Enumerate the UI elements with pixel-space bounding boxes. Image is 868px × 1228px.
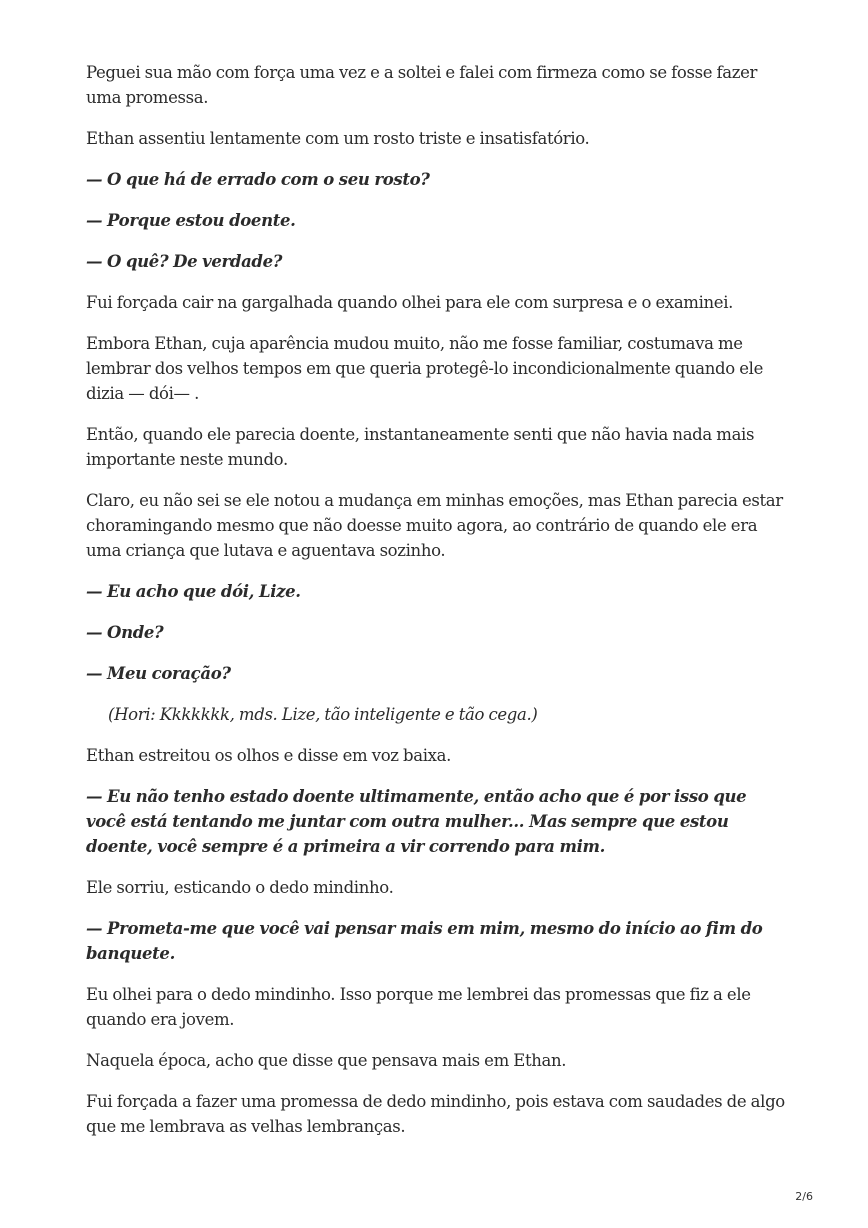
paragraph: Fui forçada cair na gargalhada quando olhei para ele com surpresa e o examinei. xyxy=(86,293,734,312)
paragraph: Embora Ethan, cuja aparência mudou muito, não me fosse familiar, costumava me lembrar dos velhos tempos em que queria protegê-lo incondicionalmente quando ele dizia — dói— . xyxy=(86,334,764,403)
dialog-line: — Eu acho que dói, Lize. xyxy=(86,582,301,601)
dialog-line: — Meu coração? xyxy=(86,664,231,683)
paragraph: Naquela época, acho que disse que pensava mais em Ethan. xyxy=(86,1051,567,1070)
dialog-line: — Eu não tenho estado doente ultimamente, então acho que é por isso que você está tentando me juntar com outra mulher... Mas sempre que estou doente, você sempre é a primeira a vir correndo para mim. xyxy=(86,787,747,856)
dialog-line: — Porque estou doente. xyxy=(86,211,296,230)
paragraph: Ethan estreitou os olhos e disse em voz baixa. xyxy=(86,746,451,765)
paragraph: Fui forçada a fazer uma promessa de dedo mindinho, pois estava com saudades de algo que me lembrava as velhas lembranças. xyxy=(86,1092,785,1136)
translator-note: (Hori: Kkkkkkk, mds. Lize, tão inteligente e tão cega.) xyxy=(108,705,538,724)
paragraph: Claro, eu não sei se ele notou a mudança em minhas emoções, mas Ethan parecia estar choramingando mesmo que não doesse muito agora, ao contrário de quando ele era uma criança que lutava e aguentava sozinho. xyxy=(86,491,783,560)
paragraph: Peguei sua mão com força uma vez e a soltei e falei com firmeza como se fosse fazer uma promessa. xyxy=(86,63,758,107)
paragraph: Eu olhei para o dedo mindinho. Isso porque me lembrei das promessas que fiz a ele quando era jovem. xyxy=(86,985,751,1029)
page-number: 2/6 xyxy=(795,1190,813,1203)
dialog-line: — Prometa-me que você vai pensar mais em mim, mesmo do início ao fim do banquete. xyxy=(86,919,763,963)
dialog-line: — Onde? xyxy=(86,623,164,642)
paragraph: Então, quando ele parecia doente, instantaneamente senti que não havia nada mais importante neste mundo. xyxy=(86,425,755,469)
paragraph: Ele sorriu, esticando o dedo mindinho. xyxy=(86,878,394,897)
paragraph: Ethan assentiu lentamente com um rosto triste e insatisfatório. xyxy=(86,129,590,148)
document-page xyxy=(86,60,786,1155)
dialog-line: — O que há de errado com o seu rosto? xyxy=(86,170,430,189)
dialog-line: — O quê? De verdade? xyxy=(86,252,283,271)
